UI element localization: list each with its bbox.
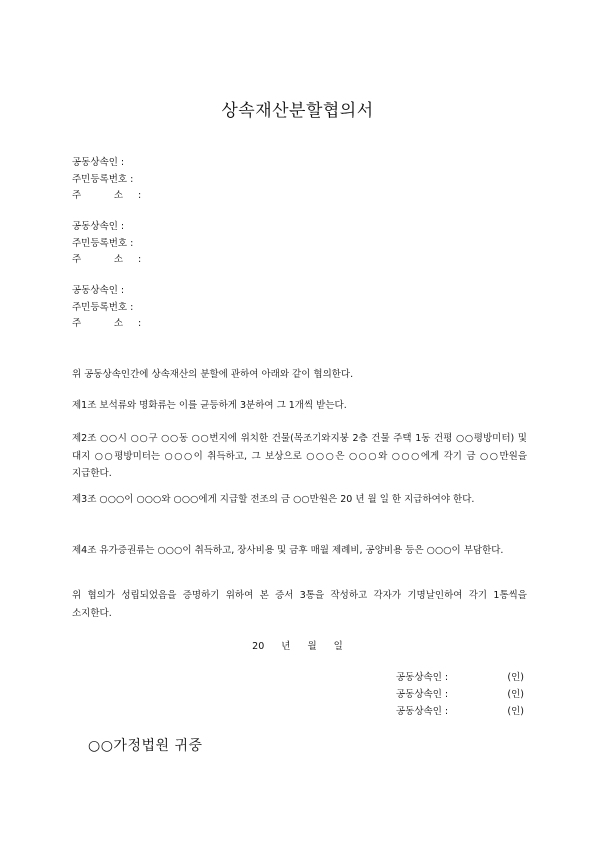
signature-row — [396, 703, 524, 720]
heir-address-label — [72, 316, 123, 333]
heir-name-label: 공동상속인 : — [72, 221, 125, 232]
seal-mark: (인) — [507, 689, 524, 700]
signer-label: 공동상속인 : — [396, 706, 449, 717]
heir-name-row — [72, 219, 141, 236]
heir-id-label: 주민등록번호 : — [72, 301, 134, 313]
court-addressee: ○○가정법원 귀중 — [88, 738, 203, 754]
heir-id-label: 주민등록번호 : — [72, 237, 134, 249]
article-4: 제4조 유가증권류는 ○○○이 취득하고, 장사비용 및 금후 매월 제례비, 공양비용 등은 ○○○이 부담한다. — [72, 545, 504, 556]
heir-address-row — [72, 188, 141, 205]
signer-label: 공동상속인 : — [396, 672, 449, 683]
heir-name-label: 공동상속인 : — [72, 285, 125, 296]
closing-paragraph: 위 협의가 성립되었음을 증명하기 위하여 본 증서 3통을 작성하고 각자가 기명날인하여 각기 1통씩을 소지한다. — [72, 590, 527, 619]
address-char-1: 주 — [72, 190, 82, 201]
heir-id-row — [72, 236, 141, 253]
signature-block — [396, 669, 524, 720]
article-3: 제3조 ○○○이 ○○○와 ○○○에게 지급할 전조의 금 ○○만원은 20 년 월 일 한 지급하여야 한다. — [72, 494, 475, 505]
address-colon: : — [138, 190, 142, 201]
heir-id-row — [72, 300, 141, 317]
heir-name-label: 공동상속인 : — [72, 157, 125, 168]
intro-paragraph: 위 공동상속인간에 상속재산의 분할에 관하여 아래와 같이 협의한다. — [72, 369, 354, 380]
heir-id-row — [72, 172, 141, 189]
heir-address-row — [72, 316, 141, 333]
heir-address-label — [72, 252, 123, 269]
signing-date: 20 년 월 일 — [252, 641, 343, 652]
address-char-1: 주 — [72, 254, 82, 265]
address-char-1: 주 — [72, 318, 82, 329]
article-2: 제2조 ○○시 ○○구 ○○동 ○○번지에 위치한 건물(목조기와지붕 2층 건물 주택 1동 건평 ○○평방미터) 및 대지 ○○평방미터는 ○○○이 취득하고, 그 보상으로 ○○○은 ○○○와 ○○○에게 각기 금 ○○만원을 지급한다. — [72, 433, 527, 479]
heir-id-label: 주민등록번호 : — [72, 173, 134, 185]
signer-label: 공동상속인 : — [396, 689, 449, 700]
heir-address-label — [72, 188, 123, 205]
heir-block-2 — [72, 219, 141, 269]
address-colon: : — [138, 254, 142, 265]
signature-row — [396, 669, 524, 686]
heir-block-3 — [72, 283, 141, 333]
heir-name-row — [72, 283, 141, 300]
address-char-2: 소 — [113, 190, 123, 201]
address-colon: : — [138, 318, 142, 329]
seal-mark: (인) — [507, 672, 524, 683]
heir-address-row — [72, 252, 141, 269]
document-title: 상속재산분할협의서 — [221, 101, 374, 121]
seal-mark: (인) — [507, 706, 524, 717]
heir-block-1 — [72, 155, 141, 205]
address-char-2: 소 — [113, 318, 123, 329]
signature-row — [396, 686, 524, 703]
article-1: 제1조 보석류와 명화류는 이를 균등하게 3분하여 그 1개씩 받는다. — [72, 400, 347, 411]
address-char-2: 소 — [113, 254, 123, 265]
heir-name-row — [72, 155, 141, 172]
